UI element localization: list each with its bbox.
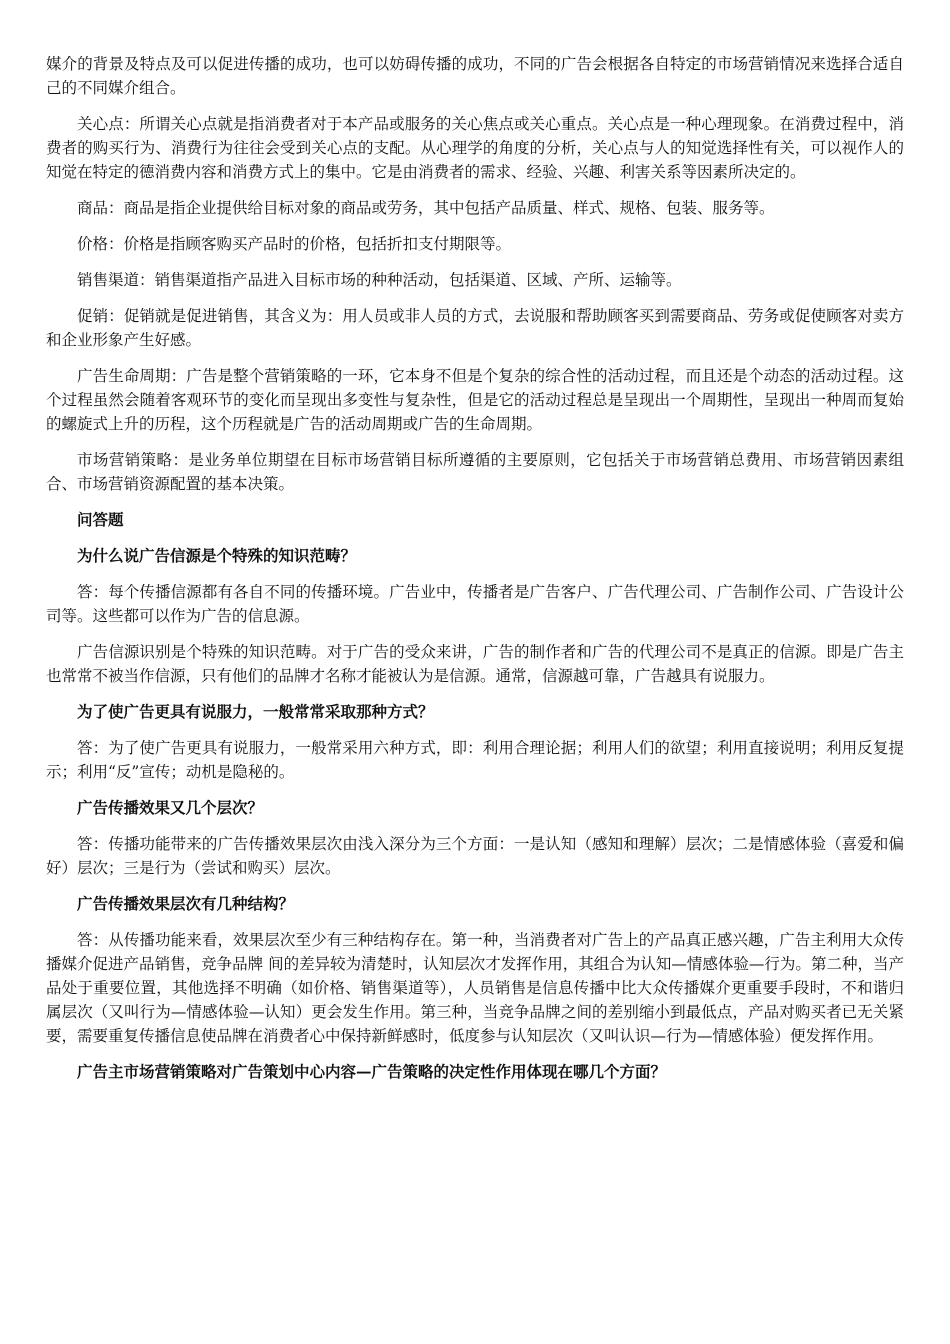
question-persuasion-methods: 为了使广告更具有说服力，一般常常采取那种方式？ — [77, 702, 434, 721]
paragraph-ad-life-cycle: 广告生命周期：广告是整个营销策略的一环，它本身不但是个复杂的综合性的活动过程，而且还是个动态的活动过程。这个过程虽然会随着客观环节的变化而呈现出多变性与复杂性，但是它的活动过程总是呈现出一个周期性，呈现出一种周而复始的螺旋式上升的历程，这个历程就是广告的活动周期或广告的生命周期。 — [46, 367, 904, 433]
paragraph-price: 价格：价格是指顾客购买产品时的价格，包括折扣支付期限等。 — [77, 235, 512, 253]
paragraph-marketing-strategy: 市场营销策略：是业务单位期望在目标市场营销目标所遵循的主要原则，它包括关于市场营销总费用、市场营销因素组合、市场营销资源配置的基本决策。 — [46, 451, 904, 493]
answer-effect-levels: 答：传播功能带来的广告传播效果层次由浅入深分为三个方面：一是认知（感知和理解）层次；二是情感体验（喜爱和偏好）层次；三是行为（尝试和购买）层次。 — [46, 835, 904, 877]
paragraph-sales-channel: 销售渠道：销售渠道指产品进入目标市场的种种活动，包括渠道、区域、产所、运输等。 — [77, 271, 682, 289]
document-page — [46, 52, 904, 1096]
paragraph-concern-point: 关心点：所谓关心点就是指消费者对于本产品或服务的关心焦点或关心重点。关心点是一种心理现象。在消费过程中，消费者的购买行为、消费行为往往会受到关心点的支配。从心理学的角度的分析，关心点与人的知觉选择性有关，可以视作人的知觉在特定的德消费内容和消费方式上的集中。它是由消费者的需求、经验、兴趣、利害关系等因素所决定的。 — [46, 115, 904, 181]
answer-ad-source-2: 广告信源识别是个特殊的知识范畴。对于广告的受众来讲，广告的制作者和广告的代理公司不是真正的信源。即是广告主也常常不被当作信源，只有他们的品牌才名称才能被认为是信源。通常，信源越可靠，广告越具有说服力。 — [46, 643, 904, 685]
paragraph-media-intro: 媒介的背景及特点及可以促进传播的成功，也可以妨碍传播的成功，不同的广告会根据各自特定的市场营销情况来选择合适自己的不同媒介组合。 — [46, 55, 904, 97]
answer-persuasion-methods: 答：为了使广告更具有说服力，一般常采用六种方式，即：利用合理论据；利用人们的欲望；利用直接说明；利用反复提示；利用“反”宣传；动机是隐秘的。 — [46, 739, 904, 781]
question-strategy-role: 广告主市场营销策略对广告策划中心内容—广告策略的决定性作用体现在哪几个方面？ — [77, 1062, 667, 1081]
question-ad-source: 为什么说广告信源是个特殊的知识范畴？ — [77, 546, 357, 565]
question-effect-structures: 广告传播效果层次有几种结构？ — [77, 894, 295, 913]
question-effect-levels: 广告传播效果又几个层次？ — [77, 798, 264, 817]
section-heading-qa: 问答题 — [77, 510, 124, 529]
answer-effect-structures: 答：从传播功能来看，效果层次至少有三种结构存在。第一种，当消费者对广告上的产品真正感兴趣，广告主利用大众传播媒介促进产品销售，竞争品牌 间的差异较为清楚时，认知层次才发挥作用，其组合为认知—情感体验—行为。第二种，当产品处于重要位置，其他选择不明确（如价格、销售渠道等），人员销售是信息传播中比大众传播媒介更重要手段时，不和谐归属层次（又叫行为—情感体验—认知）更会发生作用。第三种，当竞争品牌之间的差别缩小到最低点，产品对购买者已无关紧要，需要重复传播信息使品牌在消费者心中保持新鲜感时，低度参与认知层次（又叫认识—行为—情感体验）便发挥作用。 — [46, 931, 904, 1045]
answer-ad-source-1: 答：每个传播信源都有各自不同的传播环境。广告业中，传播者是广告客户、广告代理公司、广告制作公司、广告设计公司等。这些都可以作为广告的信息源。 — [46, 583, 904, 625]
paragraph-promotion: 促销：促销就是促进销售，其含义为：用人员或非人员的方式，去说服和帮助顾客买到需要商品、劳务或促使顾客对卖方和企业形象产生好感。 — [46, 307, 904, 349]
paragraph-commodity: 商品：商品是指企业提供给目标对象的商品或劳务，其中包括产品质量、样式、规格、包装、服务等。 — [77, 199, 775, 217]
